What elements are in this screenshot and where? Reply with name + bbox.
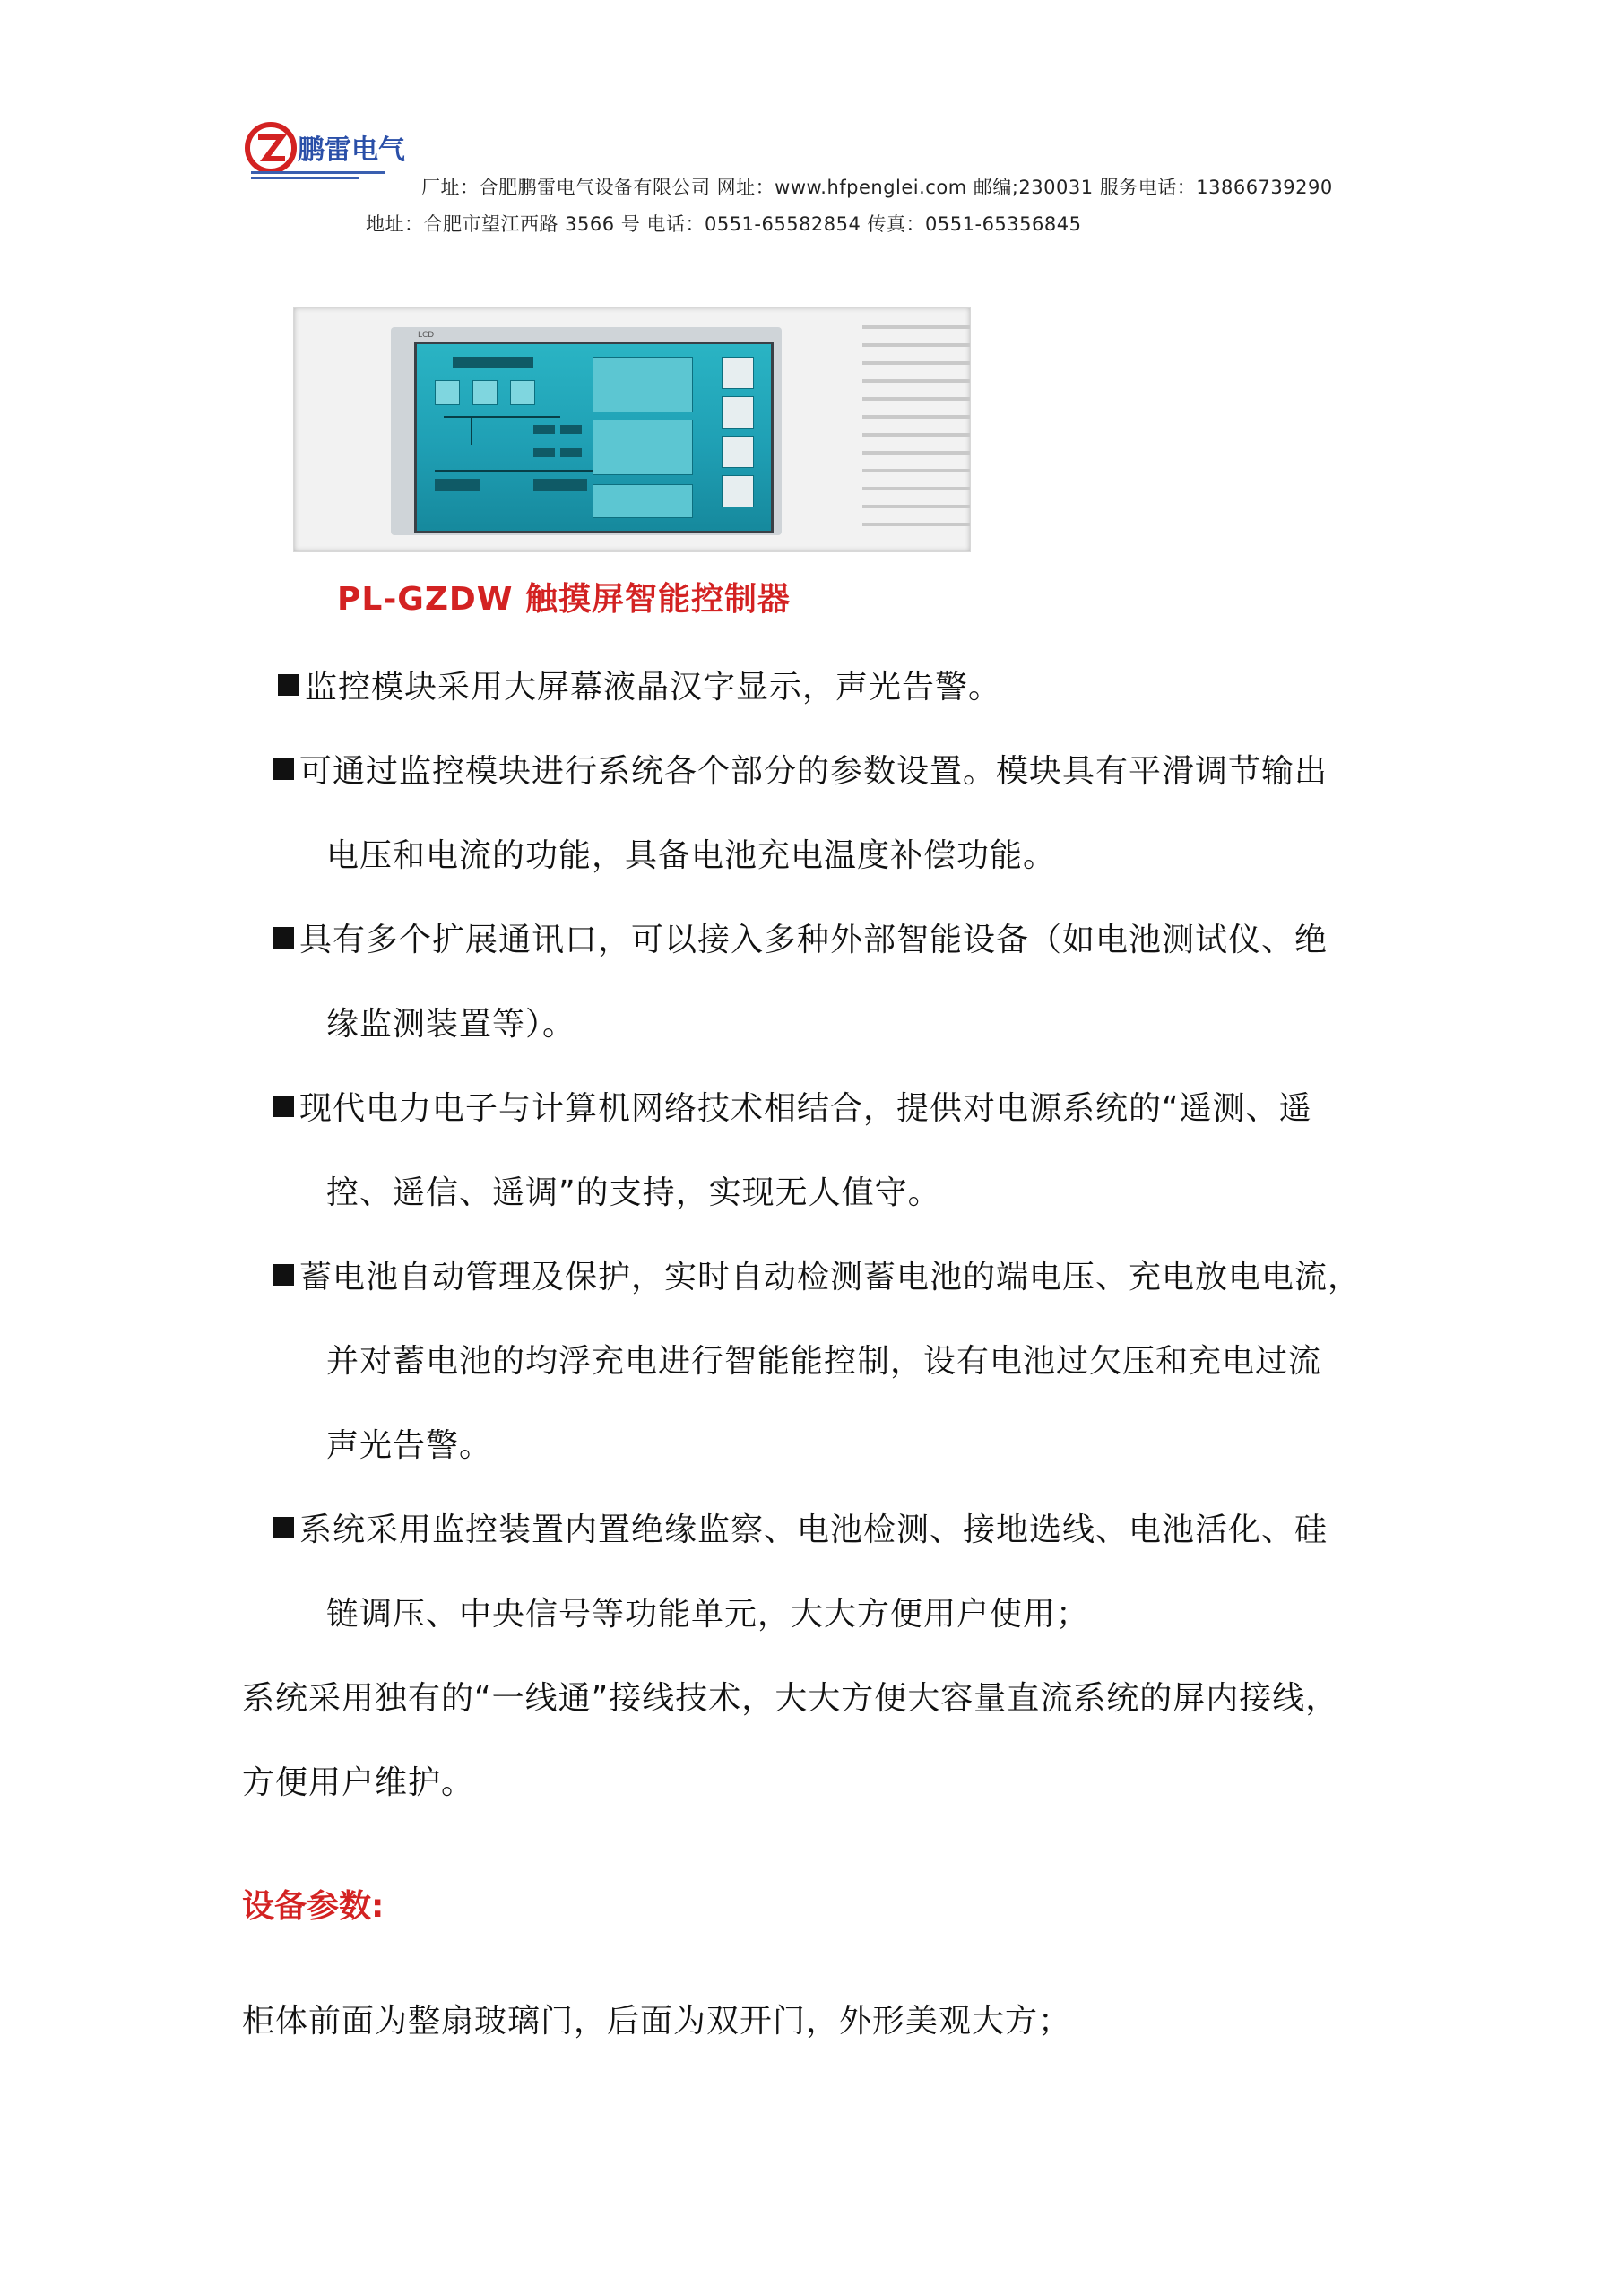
bullet-item: 监控模块采用大屏幕液晶汉字显示，声光告警。 bbox=[278, 662, 1001, 707]
body-paragraph: 方便用户维护。 bbox=[242, 1764, 475, 1801]
header-address-line: 厂址：合肥鹏雷电气设备有限公司 网址：www.hfpenglei.com 邮编;230031 服务电话：13866739290 bbox=[421, 177, 1333, 198]
bullet-continuation: 声光告警。 bbox=[326, 1427, 493, 1464]
logo-text: 鹏雷电气 bbox=[298, 134, 405, 166]
figure-caption: PL-GZDW 触摸屏智能控制器 bbox=[337, 581, 792, 618]
section-title: 设备参数: bbox=[242, 1888, 385, 1925]
company-logo bbox=[242, 112, 421, 184]
bullet-square-icon bbox=[273, 1264, 294, 1286]
bullet-item: 系统采用监控装置内置绝缘监察、电池检测、接地选线、电池活化、硅 bbox=[273, 1504, 1328, 1550]
body-paragraph: 系统采用独有的“一线通”接线技术，大大方便大容量直流系统的屏内接线， bbox=[242, 1680, 1339, 1717]
controller-image bbox=[293, 307, 971, 552]
logo-icon bbox=[242, 112, 421, 184]
bullet-continuation: 缘监测装置等）。 bbox=[326, 1006, 576, 1043]
bullet-continuation: 链调压、中央信号等功能单元，大大方便用户使用； bbox=[326, 1596, 1090, 1633]
bullet-item: 可通过监控模块进行系统各个部分的参数设置。模块具有平滑调节输出 bbox=[273, 746, 1328, 792]
lcd-screen bbox=[414, 342, 774, 533]
bullet-square-icon bbox=[273, 1096, 294, 1117]
bullet-square-icon bbox=[273, 758, 294, 780]
bullet-item: 蓄电池自动管理及保护，实时自动检测蓄电池的端电压、充电放电电流， bbox=[273, 1252, 1361, 1297]
header-contact-line: 地址：合肥市望江西路 3566 号 电话：0551-65582854 传真：0551-65356845 bbox=[366, 213, 1082, 235]
bullet-continuation: 并对蓄电池的均浮充电进行智能能控制，设有电池过欠压和充电过流 bbox=[326, 1343, 1322, 1380]
body-paragraph: 柜体前面为整扇玻璃门，后面为双开门，外形美观大方； bbox=[242, 2003, 1072, 2040]
bullet-square-icon bbox=[273, 927, 294, 949]
device-label: LCD bbox=[418, 331, 435, 340]
bullet-square-icon bbox=[278, 674, 299, 696]
bullet-square-icon bbox=[273, 1517, 294, 1538]
bullet-continuation: 电压和电流的功能，具备电池充电温度补偿功能。 bbox=[326, 837, 1057, 874]
bullet-item: 具有多个扩展通讯口，可以接入多种外部智能设备（如电池测试仪、绝 bbox=[273, 914, 1328, 960]
bullet-continuation: 控、遥信、遥调”的支持，实现无人值守。 bbox=[326, 1174, 941, 1211]
bullet-item: 现代电力电子与计算机网络技术相结合，提供对电源系统的“遥测、遥 bbox=[273, 1083, 1312, 1129]
